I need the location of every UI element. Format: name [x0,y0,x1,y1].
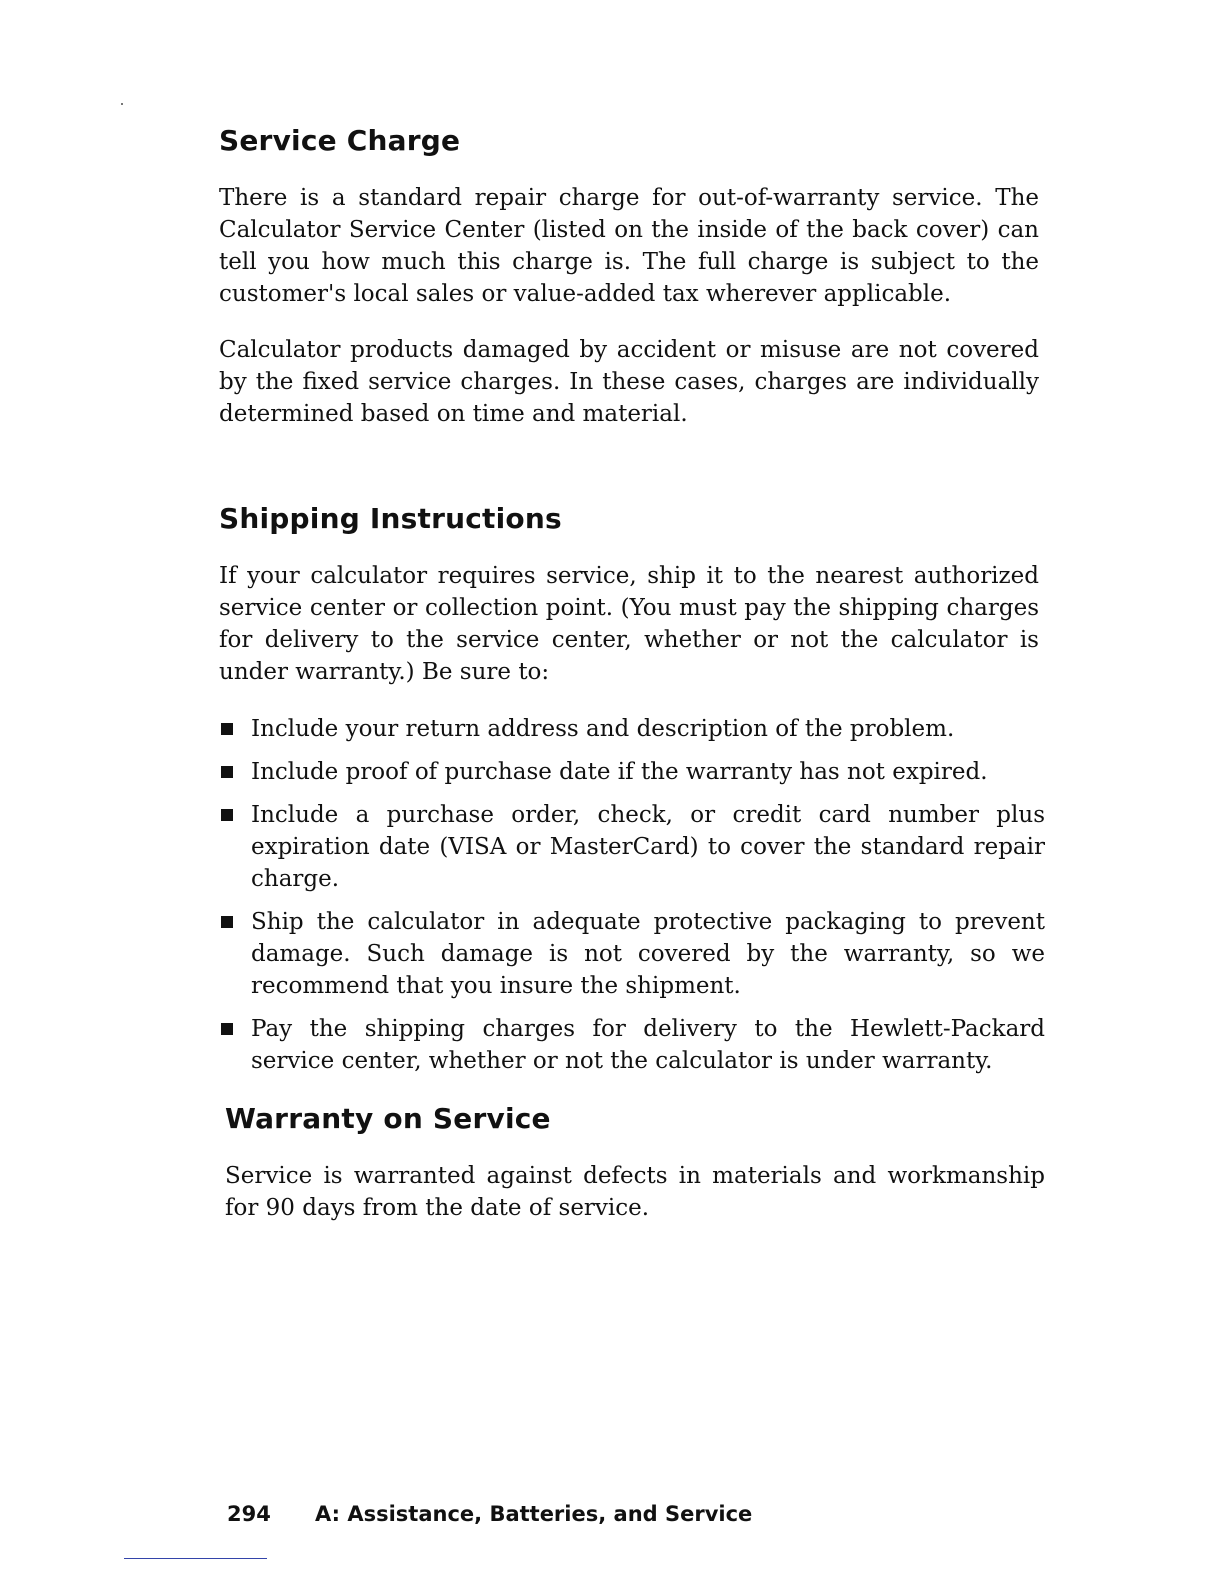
list-item-text: Include a purchase order, check, or credit card number plus expiration date (VISA or MasterCard) to cover the standard repair charge. [251,802,1045,892]
bullet-square-icon [221,809,233,821]
bullet-square-icon [221,916,233,928]
chapter-title: A: Assistance, Batteries, and Service [315,1502,753,1526]
shipping-bullet-list [219,713,1045,1088]
bullet-square-icon [221,1023,233,1035]
scan-speck [121,103,123,105]
paragraph-shipping-intro: If your calculator requires service, ship it to the nearest authorized service center or collection point. (You must pay the shipping charges for delivery to the service center, whether or not the calculator is under warranty.) Be sure to: [219,563,1039,685]
list-item-text: Ship the calculator in adequate protective packaging to prevent damage. Such damage is not covered by the warranty, so we recommend that you insure the shipment. [251,909,1045,999]
list-item-text: Include proof of purchase date if the warranty has not expired. [251,759,988,785]
paragraph-warranty-on-service: Service is warranted against defects in materials and workmanship for 90 days from the date of service. [225,1163,1045,1221]
bullet-square-icon [221,766,233,778]
heading-shipping-instructions: Shipping Instructions [219,502,562,535]
page-footer [227,1502,752,1526]
list-item-text: Include your return address and description of the problem. [251,716,955,742]
heading-service-charge: Service Charge [219,124,461,157]
list-item [219,1013,1045,1077]
list-item-text: Pay the shipping charges for delivery to the Hewlett-Packard service center, whether or not the calculator is under warranty. [251,1016,1045,1074]
heading-warranty-on-service: Warranty on Service [225,1102,551,1135]
list-item [219,799,1045,895]
list-item [219,713,1045,745]
list-item [219,906,1045,1002]
list-item [219,756,1045,788]
paragraph-service-charge-2: Calculator products damaged by accident or misuse are not covered by the fixed service charges. In these cases, charges are individually determined based on time and material. [219,337,1039,427]
page-number: 294 [227,1502,271,1526]
bullet-square-icon [221,723,233,735]
footer-rule [124,1558,267,1559]
paragraph-service-charge-1: There is a standard repair charge for out-of-warranty service. The Calculator Service Center (listed on the inside of the back cover) can tell you how much this charge is. The full charge is subject to the customer's local sales or value-added tax wherever applicable. [219,185,1039,307]
